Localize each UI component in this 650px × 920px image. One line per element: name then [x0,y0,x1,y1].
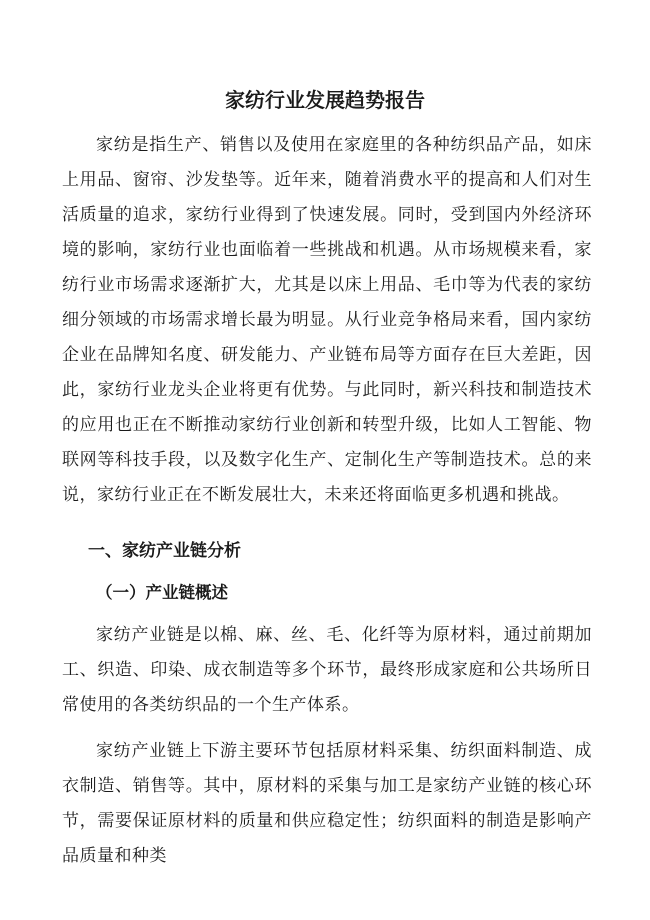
document-title: 家纺行业发展趋势报告 [225,88,425,112]
chain-stages-paragraph: 家纺产业链上下游主要环节包括原材料采集、纺织面料制造、成衣制造、销售等。其中，原材料的采集与加工是家纺产业链的核心环节，需要保证原材料的质量和供应稳定性；纺织面料的制造是影响产品质量和种类 [62,741,592,866]
section-heading: 一、家纺产业链分析 [88,541,241,561]
chain-overview-paragraph: 家纺产业链是以棉、麻、丝、毛、化纤等为原材料，通过前期加工、织造、印染、成衣制造等多个环节，最终形成家庭和公共场所日常使用的各类纺织品的一个生产体系。 [62,625,592,715]
intro-paragraph: 家纺是指生产、销售以及使用在家庭里的各种纺织品产品，如床上用品、窗帘、沙发垫等。近年来，随着消费水平的提高和人们对生活质量的追求，家纺行业得到了快速发展。同时，受到国内外经济环境的影响，家纺行业也面临着一些挑战和机遇。从市场规模来看，家纺行业市场需求逐渐扩大，尤其是以床上用品、毛巾等为代表的家纺细分领域的市场需求增长最为明显。从行业竞争格局来看，国内家纺企业在品牌知名度、研发能力、产业链布局等方面存在巨大差距，因此，家纺行业龙头企业将更有优势。与此同时，新兴科技和制造技术的应用也正在不断推动家纺行业创新和转型升级，比如人工智能、物联网等科技手段，以及数字化生产、定制化生产等制造技术。总的来说，家纺行业正在不断发展壮大，未来还将面临更多机遇和挑战。 [62,135,592,505]
subsection-heading: （一）产业链概述 [96,583,228,602]
